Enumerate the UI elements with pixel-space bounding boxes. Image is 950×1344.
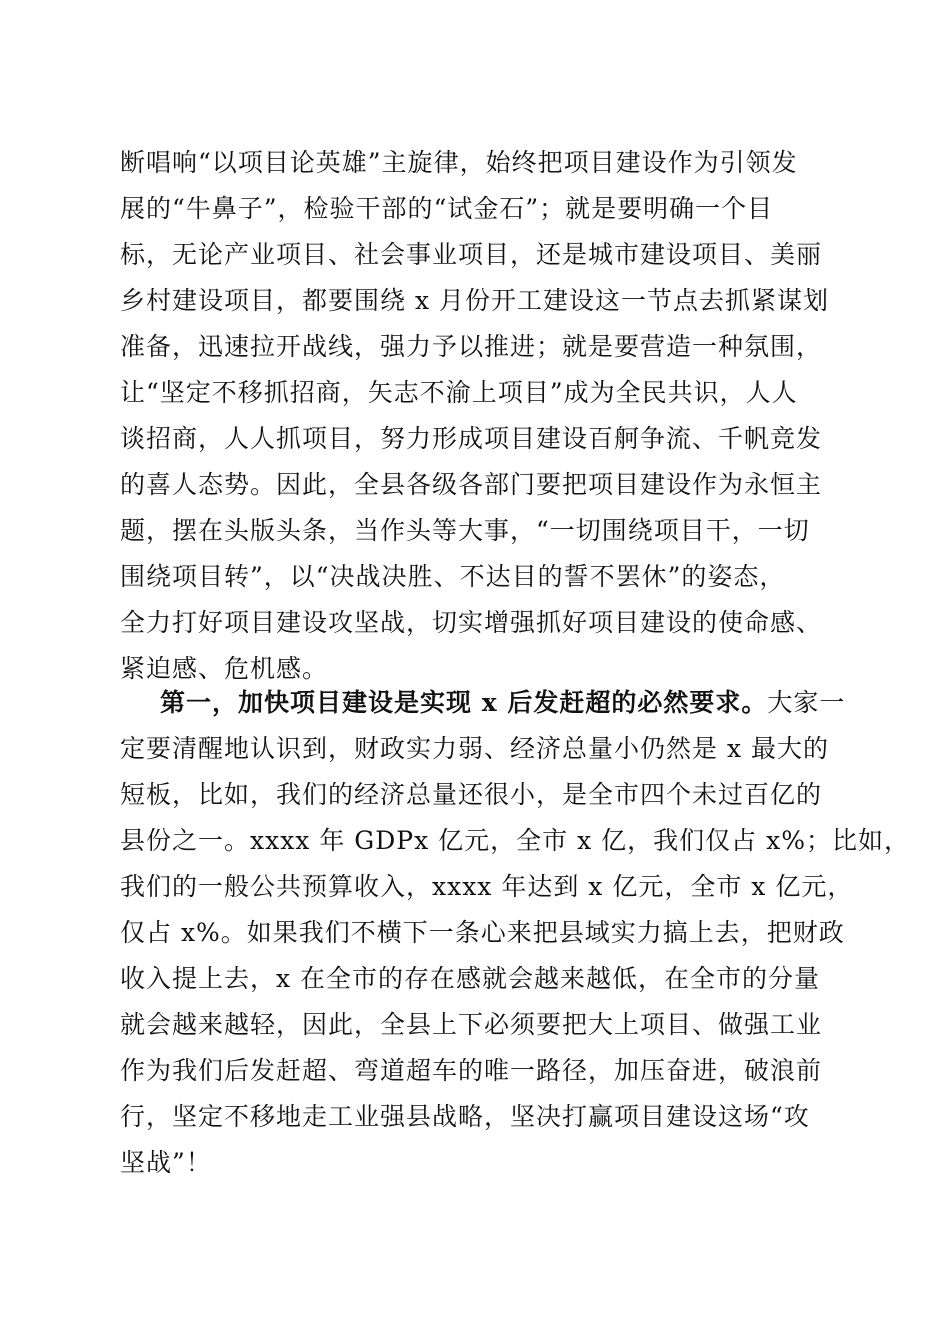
heading-line-rest: 大家一: [767, 688, 846, 717]
paragraph-line: 定要清醒地认识到，财政实力弱、经济总量小仍然是 x 最大的: [120, 734, 829, 763]
paragraph-line: 我们的一般公共预算收入，xxxx 年达到 x 亿元，全市 x 亿元，: [120, 872, 854, 901]
paragraph-line: 标，无论产业项目、社会事业项目，还是城市建设项目、美丽: [120, 240, 823, 269]
paragraph-2: [120, 680, 910, 1186]
paragraph-line: 让“坚定不移抓招商，矢志不渝上项目”成为全民共识，人人: [120, 378, 798, 407]
paragraph-line: 准备，迅速拉开战线，强力予以推进；就是要营造一种氛围，: [120, 332, 823, 361]
paragraph-line: 短板，比如，我们的经济总量还很小，是全市四个未过百亿的: [120, 780, 823, 809]
paragraph-line: 仅占 x%。如果我们不横下一条心来把县域实力搞上去，把财政: [120, 918, 845, 947]
paragraph-line: 围绕项目转”，以“决战决胜、不达目的誓不罢休”的姿态，: [120, 562, 786, 591]
paragraph-first-line: [120, 680, 846, 726]
paragraph-1: [120, 140, 840, 692]
paragraph-line: 的喜人态势。因此，全县各级各部门要把项目建设作为永恒主: [120, 470, 823, 499]
paragraph-line: 县份之一。xxxx 年 GDPx 亿元，全市 x 亿，我们仅占 x%；比如，: [120, 826, 910, 855]
paragraph-line: 乡村建设项目，都要围绕 x 月份开工建设这一节点去抓紧谋划: [120, 286, 829, 315]
section-heading: 第一，加快项目建设是实现 x 后发赶超的必然要求。: [160, 688, 768, 717]
paragraph-line: 谈招商，人人抓项目，努力形成项目建设百舸争流、千帆竞发: [120, 424, 823, 453]
paragraph-line: 收入提上去，x 在全市的存在感就会越来越低，在全市的分量: [120, 964, 821, 993]
paragraph-line: 作为我们后发赶超、弯道超车的唯一路径，加压奋进，破浪前: [120, 1056, 823, 1085]
paragraph-line: 断唱响“以项目论英雄”主旋律，始终把项目建设作为引领发: [120, 148, 798, 177]
paragraph-line: 题，摆在头版头条，当作头等大事，“一切围绕项目干，一切: [120, 516, 810, 545]
paragraph-line: 就会越来越轻，因此，全县上下必须要把大上项目、做强工业: [120, 1010, 823, 1039]
paragraph-line: 展的“牛鼻子”，检验干部的“试金石”；就是要明确一个目: [120, 194, 774, 223]
paragraph-line: 全力打好项目建设攻坚战，切实增强抓好项目建设的使命感、: [120, 608, 823, 637]
paragraph-line: 行，坚定不移地走工业强县战略，坚决打赢项目建设这场“攻: [120, 1102, 810, 1131]
paragraph-line: 紧迫感、危机感。: [120, 654, 329, 683]
paragraph-line: 坚战”！: [120, 1148, 212, 1177]
